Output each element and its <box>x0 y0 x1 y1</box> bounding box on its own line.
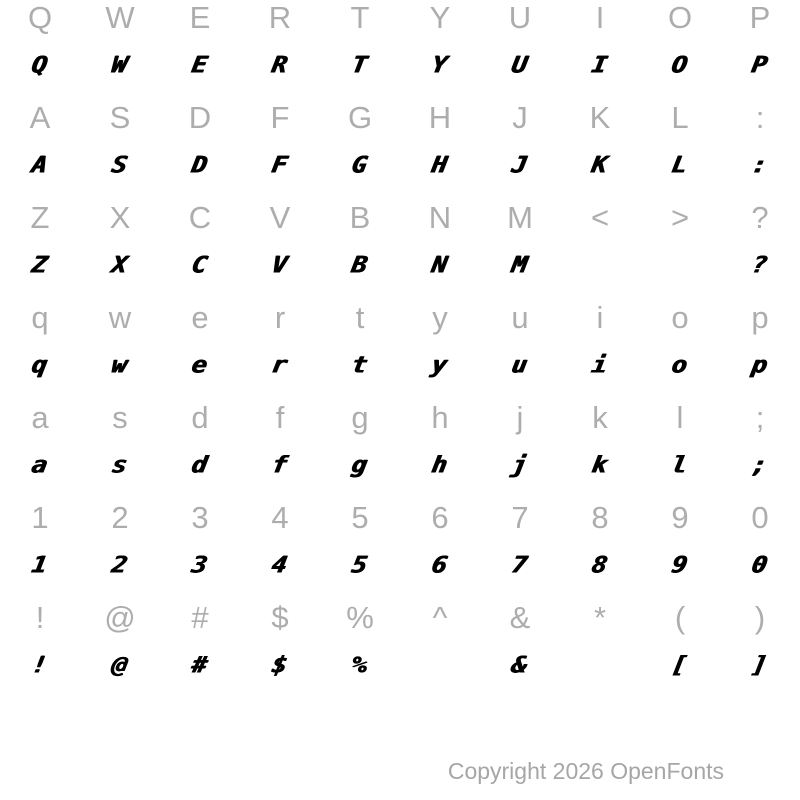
sample-glyph: B <box>350 250 370 278</box>
glyph-cell <box>0 442 80 486</box>
glyph-cell <box>320 642 400 686</box>
sample-glyph: 6 <box>430 550 450 578</box>
sample-glyph: ] <box>750 650 770 678</box>
glyph-cell <box>560 142 640 186</box>
reference-glyph: * <box>593 600 607 635</box>
glyph-cell <box>0 542 80 586</box>
glyph-cell <box>560 242 640 286</box>
glyph-cell <box>640 142 720 186</box>
glyph-cell <box>640 242 720 286</box>
glyph-cell <box>0 396 80 440</box>
reference-glyph: : <box>755 100 765 135</box>
glyph-cell <box>0 96 80 140</box>
reference-glyph: ) <box>754 600 766 635</box>
glyph-cell <box>80 196 160 240</box>
glyph-cell <box>240 396 320 440</box>
glyph-cell <box>320 196 400 240</box>
glyph-cell <box>640 0 720 40</box>
reference-glyph: k <box>592 400 608 435</box>
reference-glyph: K <box>589 100 611 135</box>
sample-glyph-row <box>0 242 800 286</box>
glyph-cell <box>560 596 640 640</box>
reference-glyph: Y <box>429 0 451 35</box>
glyph-cell <box>240 242 320 286</box>
glyph-cell <box>720 142 800 186</box>
reference-glyph: B <box>349 200 371 235</box>
reference-glyph: ? <box>751 200 769 235</box>
sample-glyph: G <box>350 150 370 178</box>
glyph-cell <box>720 296 800 340</box>
glyph-cell <box>640 442 720 486</box>
reference-glyph: g <box>351 400 369 435</box>
reference-glyph: F <box>270 100 290 135</box>
reference-glyph: d <box>191 400 209 435</box>
glyph-cell <box>320 342 400 386</box>
glyph-cell <box>240 442 320 486</box>
reference-glyph: l <box>676 400 684 435</box>
glyph-cell <box>720 542 800 586</box>
reference-glyph: Z <box>30 200 50 235</box>
glyph-cell <box>240 342 320 386</box>
reference-glyph: I <box>595 0 605 35</box>
glyph-cell <box>160 496 240 540</box>
reference-glyph: f <box>275 400 285 435</box>
sample-glyph: N <box>430 250 450 278</box>
glyph-cell <box>80 242 160 286</box>
sample-glyph: r <box>270 350 290 378</box>
glyph-cell <box>80 596 160 640</box>
glyph-cell <box>480 642 560 686</box>
glyph-cell <box>400 0 480 40</box>
glyph-cell <box>0 296 80 340</box>
glyph-cell <box>240 596 320 640</box>
glyph-cell <box>560 42 640 86</box>
glyph-cell <box>240 42 320 86</box>
glyph-cell <box>560 96 640 140</box>
glyph-cell <box>720 342 800 386</box>
reference-glyph-row <box>0 496 800 540</box>
glyph-cell <box>0 642 80 686</box>
reference-glyph: j <box>516 400 524 435</box>
glyph-cell <box>320 496 400 540</box>
sample-glyph: A <box>30 150 50 178</box>
glyph-cell <box>560 442 640 486</box>
glyph-cell <box>240 0 320 40</box>
sample-glyph: @ <box>110 650 130 678</box>
sample-glyph: L <box>670 150 690 178</box>
sample-glyph: i <box>590 350 610 378</box>
reference-glyph: A <box>29 100 51 135</box>
glyph-cell <box>400 396 480 440</box>
reference-glyph: 1 <box>31 500 49 535</box>
sample-glyph-row <box>0 642 800 686</box>
reference-glyph: ( <box>674 600 686 635</box>
reference-glyph-row <box>0 296 800 340</box>
glyph-cell <box>320 242 400 286</box>
glyph-cell <box>720 496 800 540</box>
glyph-cell <box>720 442 800 486</box>
glyph-cell <box>320 296 400 340</box>
sample-glyph: F <box>270 150 290 178</box>
glyph-cell <box>640 42 720 86</box>
glyph-cell <box>640 542 720 586</box>
reference-glyph: 5 <box>351 500 369 535</box>
glyph-cell <box>80 542 160 586</box>
glyph-cell <box>560 296 640 340</box>
glyph-cell <box>160 396 240 440</box>
sample-glyph-row <box>0 142 800 186</box>
sample-glyph: 8 <box>590 550 610 578</box>
reference-glyph: > <box>670 200 690 235</box>
glyph-cell <box>400 96 480 140</box>
sample-glyph: 0 <box>750 550 770 578</box>
glyph-cell <box>80 42 160 86</box>
reference-glyph: D <box>188 100 212 135</box>
sample-glyph: S <box>110 150 130 178</box>
reference-glyph: 7 <box>511 500 529 535</box>
glyph-cell <box>320 442 400 486</box>
reference-glyph: q <box>31 300 49 335</box>
glyph-cell <box>400 642 480 686</box>
glyph-cell <box>240 296 320 340</box>
reference-glyph: E <box>189 0 211 35</box>
glyph-cell <box>480 342 560 386</box>
glyph-cell <box>80 342 160 386</box>
glyph-cell <box>480 496 560 540</box>
sample-glyph: ; <box>750 450 770 478</box>
glyph-cell <box>400 596 480 640</box>
glyph-cell <box>240 642 320 686</box>
sample-glyph-row <box>0 342 800 386</box>
reference-glyph: G <box>347 100 373 135</box>
reference-glyph-row <box>0 196 800 240</box>
reference-glyph: P <box>749 0 771 35</box>
sample-glyph: ! <box>30 650 50 678</box>
sample-glyph: y <box>430 350 450 378</box>
glyph-cell <box>320 142 400 186</box>
glyph-cell <box>80 96 160 140</box>
glyph-cell <box>400 242 480 286</box>
sample-glyph: Y <box>430 50 450 78</box>
sample-glyph: d <box>190 450 210 478</box>
sample-glyph: 4 <box>270 550 290 578</box>
sample-glyph: j <box>510 450 530 478</box>
glyph-cell <box>160 296 240 340</box>
glyph-cell <box>400 542 480 586</box>
sample-glyph: k <box>590 450 610 478</box>
reference-glyph: O <box>667 0 693 35</box>
copyright-notice: Copyright 2026 OpenFonts <box>447 758 724 784</box>
reference-glyph: # <box>191 600 209 635</box>
sample-glyph: 2 <box>110 550 130 578</box>
glyph-cell <box>240 142 320 186</box>
glyph-cell <box>560 396 640 440</box>
glyph-cell <box>560 196 640 240</box>
sample-glyph: P <box>750 50 770 78</box>
glyph-cell <box>640 342 720 386</box>
glyph-cell <box>480 242 560 286</box>
reference-glyph: h <box>431 400 449 435</box>
reference-glyph: e <box>191 300 209 335</box>
sample-glyph: [ <box>670 650 690 678</box>
glyph-cell <box>160 42 240 86</box>
glyph-cell <box>720 396 800 440</box>
glyph-cell <box>0 0 80 40</box>
glyph-cell <box>80 496 160 540</box>
glyph-cell <box>400 296 480 340</box>
sample-glyph: T <box>350 50 370 78</box>
glyph-cell <box>160 196 240 240</box>
glyph-cell <box>160 542 240 586</box>
glyph-cell <box>640 642 720 686</box>
sample-glyph: X <box>110 250 130 278</box>
reference-glyph: w <box>108 300 132 335</box>
glyph-cell <box>240 542 320 586</box>
glyph-cell <box>560 496 640 540</box>
sample-glyph: I <box>590 50 610 78</box>
glyph-cell <box>400 442 480 486</box>
glyph-cell <box>720 596 800 640</box>
sample-glyph: E <box>190 50 210 78</box>
reference-glyph: i <box>596 300 604 335</box>
glyph-cell <box>480 442 560 486</box>
glyph-cell <box>400 42 480 86</box>
reference-glyph: W <box>105 0 135 35</box>
glyph-cell <box>720 42 800 86</box>
glyph-cell <box>80 0 160 40</box>
glyph-cell <box>480 96 560 140</box>
glyph-cell <box>480 542 560 586</box>
sample-glyph: Q <box>30 50 50 78</box>
sample-glyph: W <box>110 50 130 78</box>
glyph-cell <box>160 142 240 186</box>
reference-glyph: U <box>508 0 532 35</box>
glyph-cell <box>0 596 80 640</box>
reference-glyph: & <box>509 600 531 635</box>
reference-glyph: ^ <box>432 600 448 635</box>
sample-glyph: C <box>190 250 210 278</box>
reference-glyph: Q <box>27 0 53 35</box>
reference-glyph: o <box>671 300 689 335</box>
reference-glyph: S <box>109 100 131 135</box>
sample-glyph: t <box>350 350 370 378</box>
glyph-cell <box>0 142 80 186</box>
glyph-cell <box>80 442 160 486</box>
glyph-cell <box>560 342 640 386</box>
glyph-cell <box>640 96 720 140</box>
sample-glyph: 9 <box>670 550 690 578</box>
glyph-cell <box>160 342 240 386</box>
glyph-cell <box>560 642 640 686</box>
reference-glyph: 6 <box>431 500 449 535</box>
glyph-cell <box>400 196 480 240</box>
reference-glyph: J <box>512 100 528 135</box>
reference-glyph: R <box>268 0 292 35</box>
sample-glyph: $ <box>270 650 290 678</box>
glyph-cell <box>640 296 720 340</box>
glyph-cell <box>480 296 560 340</box>
sample-glyph: O <box>670 50 690 78</box>
glyph-cell <box>480 142 560 186</box>
glyph-cell <box>0 342 80 386</box>
glyph-cell <box>160 0 240 40</box>
glyph-cell <box>80 642 160 686</box>
sample-glyph: o <box>670 350 690 378</box>
glyph-cell <box>320 596 400 640</box>
glyph-cell <box>400 142 480 186</box>
glyph-cell <box>480 196 560 240</box>
reference-glyph: @ <box>104 600 136 635</box>
reference-glyph: % <box>346 600 374 635</box>
reference-glyph: r <box>274 300 286 335</box>
reference-glyph: 0 <box>751 500 769 535</box>
sample-glyph: e <box>190 350 210 378</box>
reference-glyph: L <box>671 100 689 135</box>
glyph-cell <box>720 642 800 686</box>
sample-glyph: 5 <box>350 550 370 578</box>
glyph-cell <box>480 396 560 440</box>
reference-glyph: t <box>355 300 365 335</box>
sample-glyph: # <box>190 650 210 678</box>
glyph-cell <box>480 596 560 640</box>
sample-glyph: K <box>590 150 610 178</box>
sample-glyph: w <box>110 350 130 378</box>
reference-glyph: 4 <box>271 500 289 535</box>
glyph-cell <box>240 496 320 540</box>
glyph-cell <box>0 496 80 540</box>
sample-glyph-row <box>0 442 800 486</box>
sample-glyph: : <box>750 150 770 178</box>
sample-glyph: ? <box>750 250 770 278</box>
reference-glyph: ! <box>35 600 45 635</box>
glyph-cell <box>160 442 240 486</box>
sample-glyph: 1 <box>30 550 50 578</box>
glyph-cell <box>720 0 800 40</box>
reference-glyph: u <box>511 300 529 335</box>
reference-glyph: 2 <box>111 500 129 535</box>
reference-glyph: $ <box>271 600 289 635</box>
sample-glyph: s <box>110 450 130 478</box>
glyph-cell <box>560 0 640 40</box>
glyph-cell <box>240 196 320 240</box>
reference-glyph: X <box>109 200 131 235</box>
glyph-cell <box>160 642 240 686</box>
reference-glyph: H <box>428 100 452 135</box>
glyph-cell <box>400 496 480 540</box>
glyph-cell <box>80 396 160 440</box>
sample-glyph: H <box>430 150 450 178</box>
sample-glyph: g <box>350 450 370 478</box>
sample-glyph: q <box>30 350 50 378</box>
glyph-cell <box>320 42 400 86</box>
sample-glyph: p <box>750 350 770 378</box>
reference-glyph-row <box>0 0 800 40</box>
glyph-cell <box>720 196 800 240</box>
glyph-cell <box>80 296 160 340</box>
reference-glyph: 8 <box>591 500 609 535</box>
reference-glyph-row <box>0 96 800 140</box>
sample-glyph: h <box>430 450 450 478</box>
sample-glyph: l <box>670 450 690 478</box>
reference-glyph: s <box>112 400 128 435</box>
sample-glyph: a <box>30 450 50 478</box>
reference-glyph: < <box>590 200 610 235</box>
glyph-cell <box>480 0 560 40</box>
reference-glyph: 9 <box>671 500 689 535</box>
sample-glyph: f <box>270 450 290 478</box>
glyph-cell <box>0 42 80 86</box>
sample-glyph-row <box>0 42 800 86</box>
sample-glyph: D <box>190 150 210 178</box>
reference-glyph: T <box>350 0 370 35</box>
sample-glyph: % <box>350 650 370 678</box>
reference-glyph: 3 <box>191 500 209 535</box>
sample-glyph: R <box>270 50 290 78</box>
glyph-cell <box>320 396 400 440</box>
reference-glyph: V <box>269 200 291 235</box>
sample-glyph: M <box>510 250 530 278</box>
sample-glyph: J <box>510 150 530 178</box>
glyph-cell <box>320 542 400 586</box>
reference-glyph: C <box>188 200 212 235</box>
sample-glyph: V <box>270 250 290 278</box>
sample-glyph: Z <box>30 250 50 278</box>
sample-glyph-row <box>0 542 800 586</box>
glyph-cell <box>640 396 720 440</box>
sample-glyph: U <box>510 50 530 78</box>
glyph-cell <box>80 142 160 186</box>
glyph-cell <box>320 96 400 140</box>
glyph-cell <box>640 596 720 640</box>
reference-glyph-row <box>0 596 800 640</box>
glyph-cell <box>160 96 240 140</box>
glyph-cell <box>0 242 80 286</box>
glyph-cell <box>640 196 720 240</box>
reference-glyph: y <box>432 300 448 335</box>
reference-glyph: N <box>428 200 452 235</box>
reference-glyph: a <box>31 400 49 435</box>
glyph-cell <box>0 196 80 240</box>
glyph-cell <box>560 542 640 586</box>
sample-glyph: & <box>510 650 530 678</box>
sample-glyph: u <box>510 350 530 378</box>
glyph-cell <box>720 242 800 286</box>
sample-glyph: 7 <box>510 550 530 578</box>
reference-glyph: ; <box>755 400 765 435</box>
glyph-cell <box>240 96 320 140</box>
glyph-cell <box>160 596 240 640</box>
reference-glyph-row <box>0 396 800 440</box>
glyph-cell <box>320 0 400 40</box>
glyph-cell <box>400 342 480 386</box>
glyph-cell <box>160 242 240 286</box>
glyph-cell <box>720 96 800 140</box>
glyph-cell <box>640 496 720 540</box>
glyph-cell <box>480 42 560 86</box>
reference-glyph: M <box>507 200 533 235</box>
sample-glyph: 3 <box>190 550 210 578</box>
reference-glyph: p <box>751 300 769 335</box>
